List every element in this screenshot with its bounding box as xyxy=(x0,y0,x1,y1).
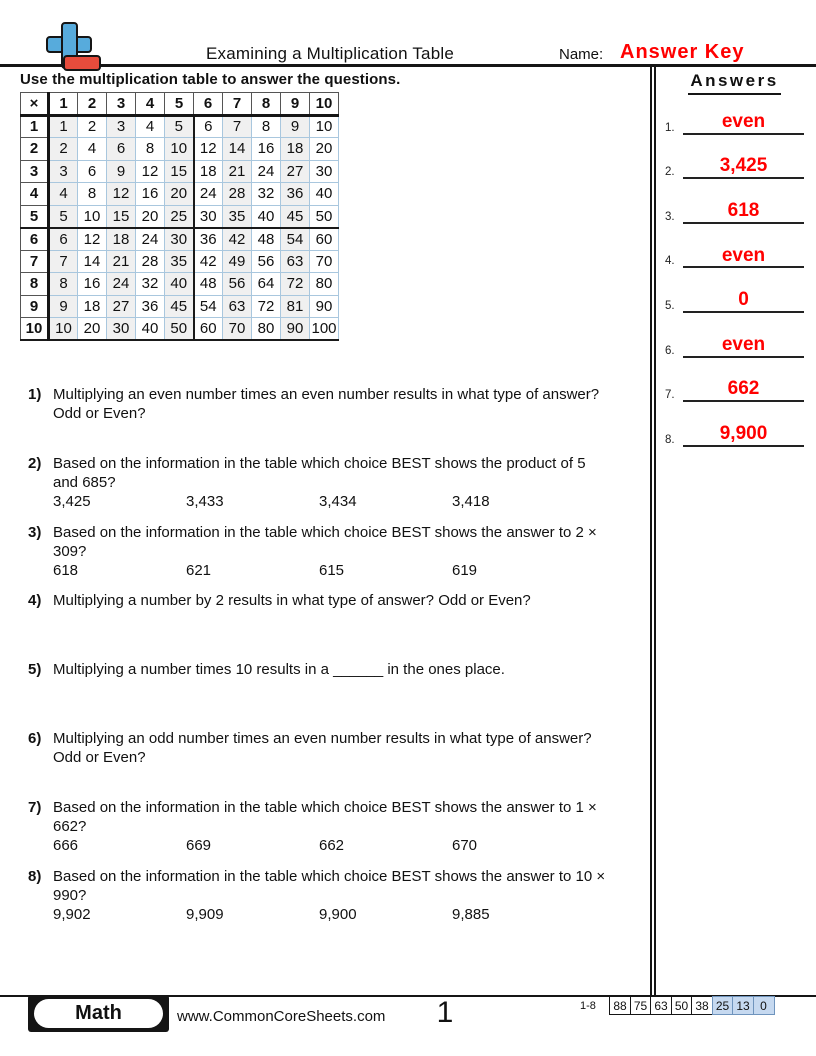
score-box: 0 xyxy=(753,996,775,1015)
table-cell: 14 xyxy=(223,138,252,161)
table-cell: 90 xyxy=(310,295,339,318)
multiplication-table-wrap xyxy=(20,92,339,341)
answer-item xyxy=(656,317,813,362)
question-text: Multiplying an even number times an even number results in what type of answer? xyxy=(53,386,600,403)
table-cell: 49 xyxy=(223,250,252,273)
table-cell: 54 xyxy=(194,295,223,318)
multiplication-table xyxy=(20,92,339,341)
table-cell: 16 xyxy=(136,183,165,206)
table-row xyxy=(21,115,339,138)
table-cell: 18 xyxy=(107,228,136,251)
choice-option: 3,433 xyxy=(186,493,224,511)
table-cell: 1 xyxy=(49,115,78,138)
table-cell: 56 xyxy=(223,273,252,296)
table-cell: 12 xyxy=(107,183,136,206)
table-row xyxy=(21,160,339,183)
choices-row xyxy=(53,905,652,924)
table-row-header: 5 xyxy=(21,205,49,228)
answer-number: 8. xyxy=(665,433,675,446)
table-cell: 24 xyxy=(136,228,165,251)
choice-option: 9,902 xyxy=(53,906,91,924)
table-cell: 32 xyxy=(136,273,165,296)
table-cell: 6 xyxy=(49,228,78,251)
choices-row xyxy=(53,561,652,580)
score-boxes xyxy=(609,996,775,1015)
table-cell: 27 xyxy=(281,160,310,183)
question-text: 309? xyxy=(53,542,87,560)
table-cell: 16 xyxy=(252,138,281,161)
score-box: 63 xyxy=(650,996,672,1015)
question-text: Based on the information in the table which choice BEST shows the answer to 10 × xyxy=(53,867,606,885)
table-cell: 21 xyxy=(223,160,252,183)
table-cell: 15 xyxy=(165,160,194,183)
table-column-header: 5 xyxy=(165,93,194,116)
question-number: 5) xyxy=(28,661,42,679)
answer-number: 4. xyxy=(665,255,675,268)
question-number: 2) xyxy=(28,454,42,472)
table-cell: 16 xyxy=(78,273,107,296)
answer-item xyxy=(656,272,813,317)
table-cell: 10 xyxy=(49,318,78,341)
choice-option: 615 xyxy=(319,562,345,580)
choice-option: 9,885 xyxy=(452,906,490,924)
score-range-label: 1-8 xyxy=(580,1000,596,1012)
table-cell: 6 xyxy=(78,160,107,183)
table-row xyxy=(21,205,339,228)
table-cell: 9 xyxy=(107,160,136,183)
choice-option: 662 xyxy=(319,837,345,855)
table-cell: 56 xyxy=(252,250,281,273)
table-header-row xyxy=(21,93,339,116)
table-cell: 28 xyxy=(223,183,252,206)
table-cell: 70 xyxy=(223,318,252,341)
table-cell: 32 xyxy=(252,183,281,206)
table-cell: 7 xyxy=(49,250,78,273)
question-item xyxy=(28,591,652,660)
table-cell: 42 xyxy=(223,228,252,251)
table-cell: 81 xyxy=(281,295,310,318)
table-cell: 40 xyxy=(165,273,194,296)
choice-option: 3,434 xyxy=(319,493,357,511)
table-cell: 2 xyxy=(78,115,107,138)
choice-option: 670 xyxy=(452,837,478,855)
question-text: Based on the information in the table which choice BEST shows the answer to 2 × xyxy=(53,523,597,541)
table-cell: 54 xyxy=(281,228,310,251)
table-cell: 90 xyxy=(281,318,310,341)
table-cell: 72 xyxy=(252,295,281,318)
table-cell: 20 xyxy=(310,138,339,161)
question-text: Multiplying a number by 2 results in what type of answer? Odd or Even? xyxy=(53,592,531,610)
answer-item xyxy=(656,228,813,273)
answer-value: 9,900 xyxy=(683,423,804,447)
answer-key-label: Answer Key xyxy=(620,41,745,63)
table-cell: 20 xyxy=(78,318,107,341)
table-cell: 14 xyxy=(78,250,107,273)
question-text: Multiplying an odd number times an even number results in what type of answer? xyxy=(53,729,592,747)
question-item xyxy=(28,523,652,592)
table-cell: 30 xyxy=(165,228,194,251)
table-cell: 12 xyxy=(78,228,107,251)
table-cell: 18 xyxy=(78,295,107,318)
table-column-header: 7 xyxy=(223,93,252,116)
table-cell: 28 xyxy=(136,250,165,273)
question-item xyxy=(28,660,652,729)
table-row xyxy=(21,228,339,251)
answer-value: even xyxy=(683,111,804,135)
table-cell: 6 xyxy=(194,115,223,138)
table-cell: 40 xyxy=(136,318,165,341)
table-cell: 8 xyxy=(49,273,78,296)
question-text: Based on the information in the table which choice BEST shows the answer to 1 × xyxy=(53,798,597,816)
table-cell: 15 xyxy=(107,205,136,228)
score-box: 50 xyxy=(671,996,693,1015)
answer-value: 3,425 xyxy=(683,155,804,179)
table-cell: 24 xyxy=(107,273,136,296)
table-cell: 24 xyxy=(252,160,281,183)
worksheet-title: Examining a Multiplication Table xyxy=(206,44,454,63)
table-cell: 7 xyxy=(223,115,252,138)
table-cell: 5 xyxy=(49,205,78,228)
question-number: 1) xyxy=(28,386,42,403)
table-cell: 30 xyxy=(194,205,223,228)
table-cell: 25 xyxy=(165,205,194,228)
table-cell: 9 xyxy=(49,295,78,318)
question-text: and 685? xyxy=(53,474,116,492)
question-number: 7) xyxy=(28,798,42,816)
question-item xyxy=(28,454,652,523)
table-cell: 10 xyxy=(165,138,194,161)
table-cell: 3 xyxy=(107,115,136,138)
question-text: Based on the information in the table which choice BEST shows the product of 5 xyxy=(53,454,586,472)
question-text: 662? xyxy=(53,818,87,836)
table-cell: 2 xyxy=(49,138,78,161)
table-cell: 45 xyxy=(165,295,194,318)
answer-value: 662 xyxy=(683,378,804,402)
question-number: 8) xyxy=(28,867,42,885)
answer-value: even xyxy=(683,245,804,269)
page-number: 1 xyxy=(436,996,454,1029)
questions xyxy=(28,385,652,935)
table-cell: 63 xyxy=(223,295,252,318)
table-cell: 40 xyxy=(252,205,281,228)
table-row-header: 7 xyxy=(21,250,49,273)
choice-option: 3,425 xyxy=(53,493,91,511)
table-cell: 35 xyxy=(165,250,194,273)
table-cell: 35 xyxy=(223,205,252,228)
choices-row xyxy=(53,836,652,855)
table-column-header: 6 xyxy=(194,93,223,116)
score-box: 38 xyxy=(691,996,713,1015)
math-subject-label: Math xyxy=(34,999,163,1028)
answer-number: 3. xyxy=(665,210,675,223)
table-cell: 36 xyxy=(194,228,223,251)
website-url: www.CommonCoreSheets.com xyxy=(177,1008,386,1025)
table-cell: 63 xyxy=(281,250,310,273)
table-cell: 60 xyxy=(194,318,223,341)
table-cell: 24 xyxy=(194,183,223,206)
table-row-header: 3 xyxy=(21,160,49,183)
score-box: 75 xyxy=(630,996,652,1015)
question-text: Odd or Even? xyxy=(53,749,146,767)
table-row-header: 10 xyxy=(21,318,49,341)
table-row xyxy=(21,273,339,296)
answer-value: 0 xyxy=(683,289,804,313)
table-cell: 60 xyxy=(310,228,339,251)
table-cell: 21 xyxy=(107,250,136,273)
table-cell: 36 xyxy=(136,295,165,318)
table-cell: 80 xyxy=(310,273,339,296)
answer-number: 5. xyxy=(665,299,675,312)
question-number: 4) xyxy=(28,592,42,610)
table-cell: 6 xyxy=(107,138,136,161)
score-box: 25 xyxy=(712,996,734,1015)
table-cell: 20 xyxy=(136,205,165,228)
question-text: Multiplying a number times 10 results in a ______ in the ones place. xyxy=(53,661,505,679)
choice-option: 9,900 xyxy=(319,906,357,924)
table-row xyxy=(21,318,339,341)
table-cell: 36 xyxy=(281,183,310,206)
table-cell: 3 xyxy=(49,160,78,183)
table-row xyxy=(21,295,339,318)
table-cell: 12 xyxy=(136,160,165,183)
table-row xyxy=(21,138,339,161)
choice-option: 669 xyxy=(186,837,212,855)
answer-value: 618 xyxy=(683,200,804,224)
answer-number: 7. xyxy=(665,389,675,402)
table-cell: 64 xyxy=(252,273,281,296)
answers-heading: Answers xyxy=(656,71,813,95)
table-cell: 100 xyxy=(310,318,339,341)
question-text: Odd or Even? xyxy=(53,405,146,423)
answer-value: even xyxy=(683,334,804,358)
table-cell: 4 xyxy=(49,183,78,206)
choice-option: 621 xyxy=(186,562,212,580)
table-cell: 30 xyxy=(310,160,339,183)
table-cell: 10 xyxy=(78,205,107,228)
question-item xyxy=(28,798,652,867)
question-text: 990? xyxy=(53,886,87,904)
table-cell: 40 xyxy=(310,183,339,206)
choice-option: 666 xyxy=(53,837,79,855)
table-cell: 30 xyxy=(107,318,136,341)
table-cell: 8 xyxy=(252,115,281,138)
score-box: 88 xyxy=(609,996,631,1015)
table-cell: 12 xyxy=(194,138,223,161)
table-cell: 27 xyxy=(107,295,136,318)
table-row-header: 1 xyxy=(21,115,49,138)
table-column-header: 1 xyxy=(49,93,78,116)
choice-option: 9,909 xyxy=(186,906,224,924)
score-box: 13 xyxy=(732,996,754,1015)
table-cell: 10 xyxy=(310,115,339,138)
table-cell: 4 xyxy=(136,115,165,138)
choice-option: 618 xyxy=(53,562,79,580)
table-cell: 8 xyxy=(136,138,165,161)
table-column-header: 4 xyxy=(136,93,165,116)
table-cell: 18 xyxy=(194,160,223,183)
name-label: Name: xyxy=(559,46,604,63)
answer-items xyxy=(656,94,813,451)
answer-number: 2. xyxy=(665,166,675,179)
table-cell: 5 xyxy=(165,115,194,138)
choice-option: 619 xyxy=(452,562,478,580)
answer-item xyxy=(656,94,813,139)
table-cell: 50 xyxy=(310,205,339,228)
math-subject-badge xyxy=(28,995,169,1032)
table-column-header: 9 xyxy=(281,93,310,116)
table-row-header: 2 xyxy=(21,138,49,161)
answer-number: 6. xyxy=(665,344,675,357)
choice-option: 3,418 xyxy=(452,493,490,511)
answer-item xyxy=(656,406,813,451)
table-row xyxy=(21,183,339,206)
table-cell: 72 xyxy=(281,273,310,296)
table-cell: 45 xyxy=(281,205,310,228)
table-column-header: 8 xyxy=(252,93,281,116)
table-cell: 18 xyxy=(281,138,310,161)
question-item xyxy=(28,385,652,454)
table-column-header: 10 xyxy=(310,93,339,116)
answer-number: 1. xyxy=(665,121,675,134)
table-column-header: 3 xyxy=(107,93,136,116)
question-number: 3) xyxy=(28,523,42,541)
table-cell: 20 xyxy=(165,183,194,206)
choices-row xyxy=(53,492,652,511)
table-cell: 50 xyxy=(165,318,194,341)
table-row-header: 9 xyxy=(21,295,49,318)
table-corner-symbol: × xyxy=(21,93,49,116)
answer-item xyxy=(656,139,813,184)
answer-item xyxy=(656,183,813,228)
table-cell: 48 xyxy=(194,273,223,296)
question-item xyxy=(28,729,652,798)
table-row-header: 8 xyxy=(21,273,49,296)
table-column-header: 2 xyxy=(78,93,107,116)
answer-item xyxy=(656,362,813,407)
question-item xyxy=(28,867,652,936)
table-row-header: 4 xyxy=(21,183,49,206)
table-cell: 70 xyxy=(310,250,339,273)
table-cell: 9 xyxy=(281,115,310,138)
table-cell: 80 xyxy=(252,318,281,341)
table-cell: 8 xyxy=(78,183,107,206)
table-cell: 48 xyxy=(252,228,281,251)
question-number: 6) xyxy=(28,729,42,747)
table-cell: 4 xyxy=(78,138,107,161)
instruction-text: Use the multiplication table to answer the questions. xyxy=(20,71,401,88)
table-row-header: 6 xyxy=(21,228,49,251)
answers-panel xyxy=(650,66,813,995)
table-row xyxy=(21,250,339,273)
minus-icon xyxy=(63,55,101,71)
table-cell: 42 xyxy=(194,250,223,273)
